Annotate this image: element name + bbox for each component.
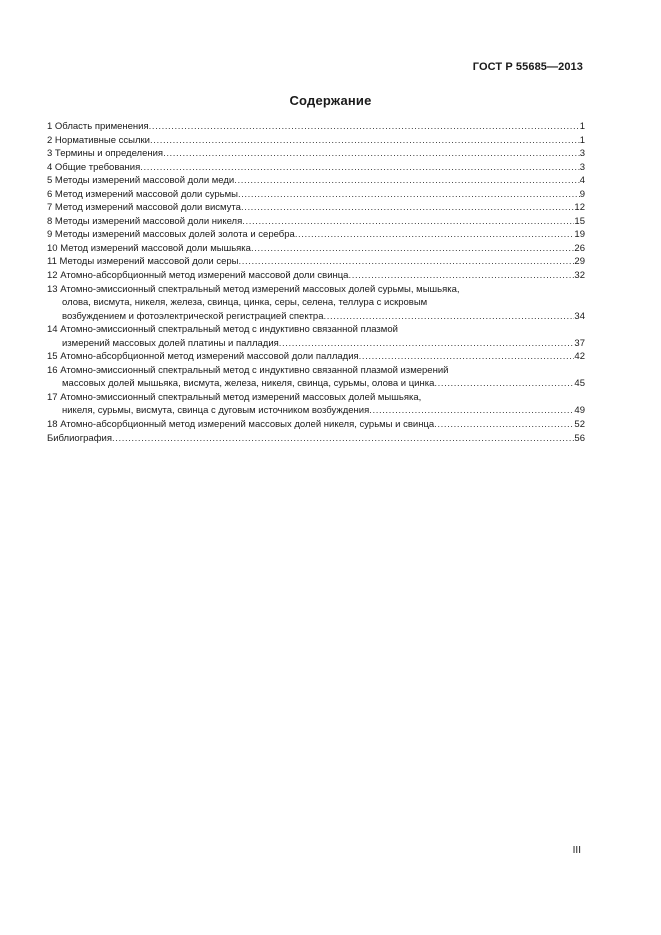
- toc-entry-page: 1: [579, 121, 585, 132]
- dot-leader: [140, 161, 579, 175]
- toc-entry[interactable]: [47, 255, 585, 269]
- toc-entry-page: 15: [574, 215, 585, 227]
- toc-entry[interactable]: [47, 432, 585, 446]
- toc-entry-title: 9 Методы измерений массовых долей золота и серебра: [47, 229, 295, 241]
- toc-entry-page: 42: [574, 351, 585, 363]
- toc-entry-title: возбуждением и фотоэлектрической регистрацией спектра: [62, 310, 324, 322]
- dot-leader: [434, 377, 574, 391]
- toc-entry-title: 3 Термины и определения: [47, 148, 164, 160]
- toc-entry-title: 10 Метод измерений массовой доли мышьяка: [47, 242, 251, 254]
- toc-entry[interactable]: [47, 242, 585, 256]
- toc-entry[interactable]: [47, 188, 585, 202]
- toc-entry-title: 5 Методы измерений массовой доли меди: [47, 175, 235, 187]
- dot-leader: [241, 201, 574, 215]
- toc-entry-line: 17 Атомно-эмиссионный спектральный метод измерений массовых долей мышьяка,: [47, 391, 422, 403]
- dot-leader: [369, 404, 574, 418]
- toc-entry-title: 11 Методы измерений массовой доли серы: [47, 256, 239, 268]
- toc-entry-page: 3: [579, 148, 585, 160]
- toc-entry-page: 9: [579, 188, 585, 200]
- toc-entry-page: 3: [579, 161, 585, 173]
- toc-entry[interactable]: [47, 337, 585, 351]
- toc-entry-title: 15 Атомно-абсорбционной метод измерений массовой доли палладия: [47, 351, 359, 363]
- toc-entry[interactable]: [47, 418, 585, 432]
- toc-entry-line: 13 Атомно-эмиссионный спектральный метод измерений массовых долей сурьмы, мышьяка,: [47, 283, 460, 295]
- toc-entry-page: 12: [574, 202, 585, 214]
- toc-entry-page: 19: [574, 229, 585, 241]
- toc-entry-page: 26: [574, 242, 585, 254]
- toc-entry[interactable]: [47, 147, 585, 161]
- toc-entry-title: 6 Метод измерений массовой доли сурьмы: [47, 188, 238, 200]
- toc-entry-title: измерений массовых долей платины и палладия: [62, 337, 279, 349]
- toc-entry-line: олова, висмута, никеля, железа, свинца, цинка, серы, селена, теллура с искровым: [62, 297, 428, 309]
- dot-leader: [348, 269, 574, 283]
- toc-entry[interactable]: [47, 174, 585, 188]
- toc-entry-title: 1 Область применения: [47, 121, 149, 132]
- dot-leader: [359, 350, 575, 364]
- dot-leader: [239, 255, 575, 269]
- dot-leader: [434, 418, 574, 432]
- toc-entry[interactable]: [47, 120, 585, 134]
- toc-entry-title: 8 Методы измерений массовой доли никеля: [47, 215, 243, 227]
- toc-entry-title: 12 Атомно-абсорбционный метод измерений массовой доли свинца: [47, 270, 349, 282]
- dot-leader: [251, 242, 574, 256]
- toc-entry-page: 49: [574, 405, 585, 417]
- toc-entry[interactable]: [47, 404, 585, 418]
- toc-entry-page: 37: [574, 337, 585, 349]
- dot-leader: [238, 188, 580, 202]
- dot-leader: [279, 337, 575, 351]
- toc-entry[interactable]: [47, 377, 585, 391]
- toc-entry-title: 7 Метод измерений массовой доли висмута: [47, 202, 241, 214]
- toc-entry[interactable]: [47, 201, 585, 215]
- page-number: III: [572, 845, 581, 856]
- dot-leader: [150, 134, 580, 148]
- toc-entry-line: 14 Атомно-эмиссионный спектральный метод с индуктивно связанной плазмой: [47, 324, 398, 336]
- dot-leader: [324, 310, 575, 324]
- dot-leader: [295, 228, 575, 242]
- dot-leader: [234, 174, 579, 188]
- dot-leader: [149, 120, 580, 134]
- toc-entry-page: 45: [574, 378, 585, 390]
- toc-entry-title: 2 Нормативные ссылки: [47, 134, 150, 146]
- toc-entry[interactable]: [47, 161, 585, 175]
- toc-entry-line: 16 Атомно-эмиссионный спектральный метод с индуктивно связанной плазмой измерений: [47, 364, 449, 376]
- standard-designation: ГОСТ Р 55685—2013: [472, 61, 583, 73]
- toc-entry[interactable]: [47, 310, 585, 324]
- toc-entry-title: 18 Атомно-абсорбционный метод измерений массовых долей никеля, сурьмы и свинца: [47, 419, 435, 431]
- toc-entry-page: 34: [574, 310, 585, 322]
- toc-entry[interactable]: [47, 269, 585, 283]
- page-title: Содержание: [289, 93, 372, 108]
- toc-entry-title: 4 Общие требования: [47, 161, 141, 173]
- toc-entry[interactable]: [47, 215, 585, 229]
- toc-entry[interactable]: [47, 134, 585, 148]
- toc-entry-title: никеля, сурьмы, висмута, свинца с дуговым источником возбуждения: [62, 405, 370, 417]
- dot-leader: [112, 432, 574, 446]
- toc-entry-title: Библиография: [47, 432, 112, 444]
- toc-entry-page: 4: [579, 175, 585, 187]
- toc-entry[interactable]: [47, 228, 585, 242]
- toc-entry-page: 32: [574, 270, 585, 282]
- dot-leader: [163, 147, 580, 161]
- toc-entry-page: 56: [574, 432, 585, 444]
- toc-entry-page: 52: [574, 419, 585, 431]
- toc-entry-page: 1: [579, 134, 585, 146]
- toc-entry[interactable]: [47, 350, 585, 364]
- toc-entry-title: массовых долей мышьяка, висмута, железа, никеля, свинца, сурьмы, олова и цинка: [62, 378, 435, 390]
- dot-leader: [242, 215, 574, 229]
- table-of-contents: [47, 120, 585, 445]
- toc-entry-page: 29: [574, 256, 585, 268]
